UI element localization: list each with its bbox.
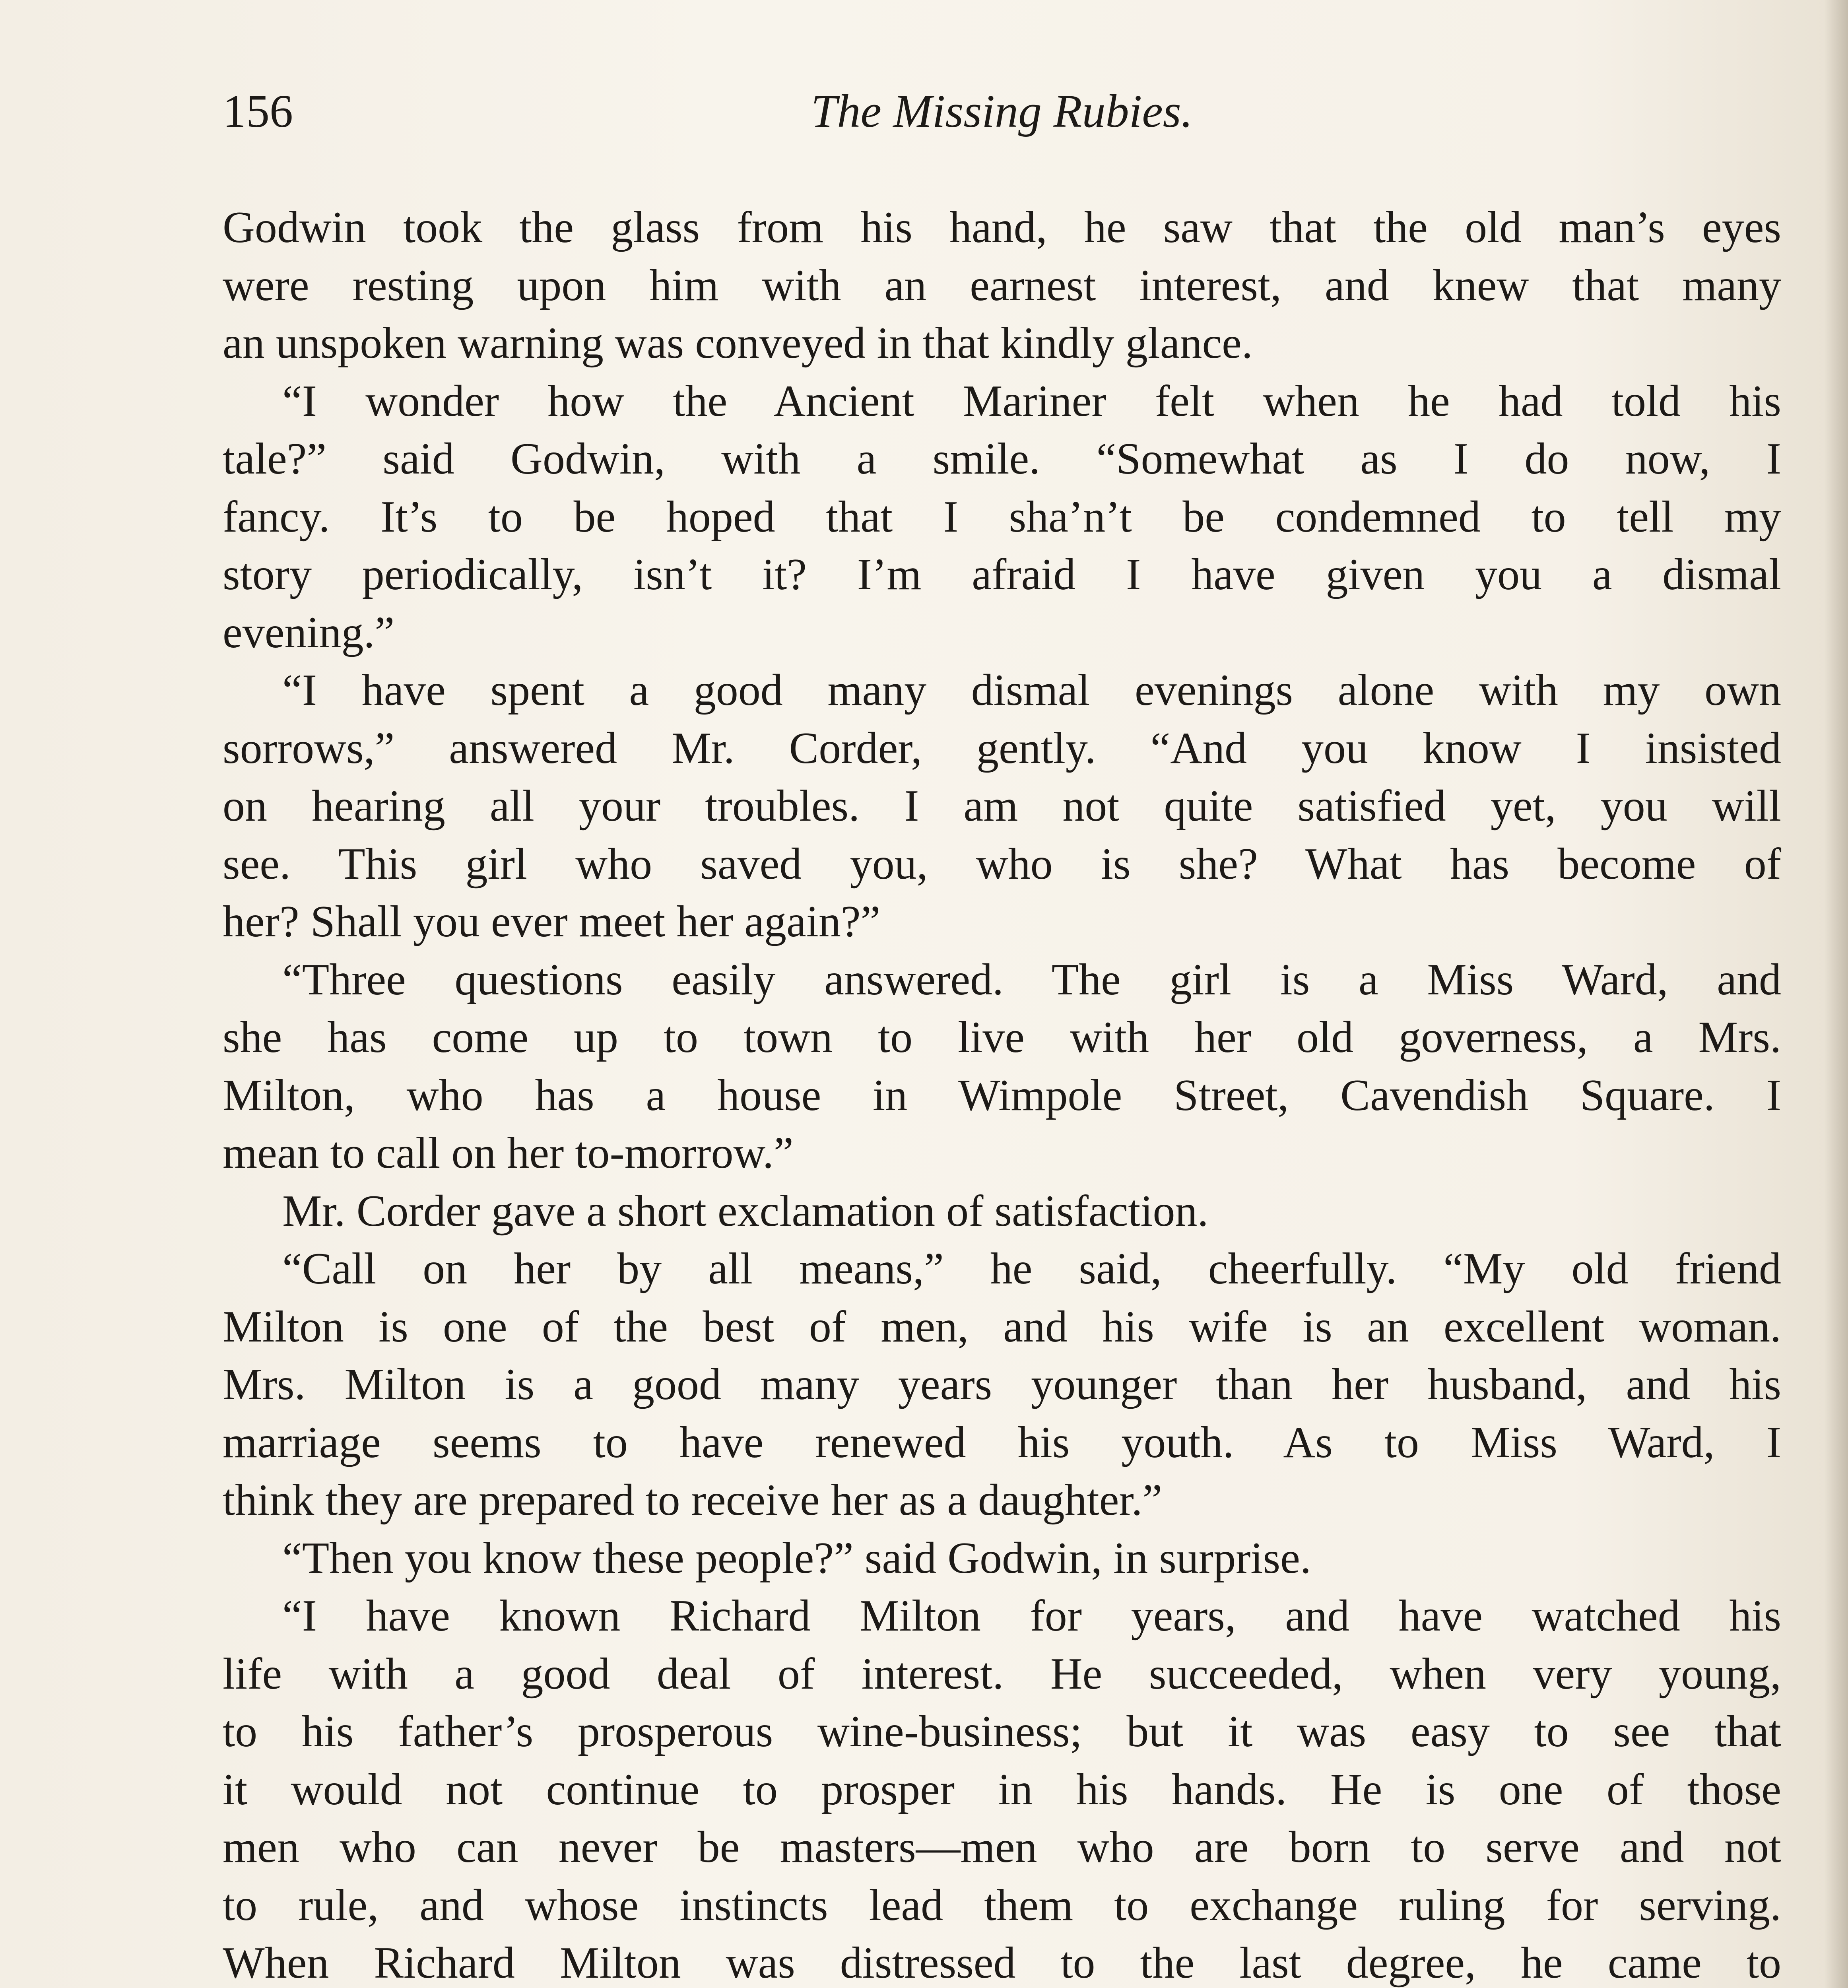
text-line: on hearing all your troubles. I am not quite satisfied yet, you will bbox=[223, 781, 1781, 831]
text-line: sorrows,” answered Mr. Corder, gently. “And you know I insisted bbox=[223, 723, 1781, 773]
text-line: her? Shall you ever meet her again?” bbox=[223, 897, 881, 946]
text-line: Mr. Corder gave a short exclamation of satisfaction. bbox=[282, 1186, 1209, 1236]
page-number: 156 bbox=[223, 85, 293, 137]
text-line: mean to call on her to-morrow.” bbox=[223, 1128, 794, 1178]
page-gutter-shadow bbox=[1824, 0, 1848, 1988]
text-line: it would not continue to prosper in his hands. He is one of those bbox=[223, 1765, 1781, 1814]
text-line: “Then you know these people?” said Godwin, in surprise. bbox=[282, 1533, 1311, 1583]
text-line: evening.” bbox=[223, 608, 395, 657]
text-line: were resting upon him with an earnest interest, and knew that many bbox=[223, 260, 1781, 310]
text-line: an unspoken warning was conveyed in that kindly glance. bbox=[223, 318, 1253, 368]
text-line: “Call on her by all means,” he said, cheerfully. “My old friend bbox=[282, 1244, 1781, 1293]
text-line: Godwin took the glass from his hand, he saw that the old man’s eyes bbox=[223, 203, 1781, 252]
text-line: life with a good deal of interest. He succeeded, when very young, bbox=[223, 1649, 1781, 1699]
text-line: “I have known Richard Milton for years, and have watched his bbox=[282, 1591, 1781, 1640]
text-line: Milton, who has a house in Wimpole Street, Cavendish Square. I bbox=[223, 1070, 1781, 1120]
text-line: she has come up to town to live with her old governess, a Mrs. bbox=[223, 1013, 1781, 1062]
text-line: men who can never be masters—men who are born to serve and not bbox=[223, 1823, 1781, 1872]
text-line: to rule, and whose instincts lead them to exchange ruling for serving. bbox=[223, 1880, 1781, 1930]
text-line: to his father’s prosperous wine-business; but it was easy to see that bbox=[223, 1707, 1781, 1756]
text-line: Milton is one of the best of men, and his wife is an excellent woman. bbox=[223, 1302, 1781, 1351]
text-line: “I wonder how the Ancient Mariner felt when he had told his bbox=[282, 376, 1781, 426]
text-line: marriage seems to have renewed his youth. As to Miss Ward, I bbox=[223, 1417, 1781, 1467]
text-line: “Three questions easily answered. The girl is a Miss Ward, and bbox=[282, 955, 1781, 1004]
text-line: fancy. It’s to be hoped that I sha’n’t be condemned to tell my bbox=[223, 492, 1781, 542]
text-line: see. This girl who saved you, who is she? What has become of bbox=[223, 839, 1781, 889]
text-line: think they are prepared to receive her as a daughter.” bbox=[223, 1475, 1163, 1525]
text-line: tale?” said Godwin, with a smile. “Somewhat as I do now, I bbox=[223, 434, 1781, 483]
text-line: Mrs. Milton is a good many years younger than her husband, and his bbox=[223, 1360, 1781, 1409]
text-line: story periodically, isn’t it? I’m afraid I have given you a dismal bbox=[223, 550, 1781, 599]
text-line: “I have spent a good many dismal evenings alone with my own bbox=[282, 666, 1781, 715]
running-title: The Missing Rubies. bbox=[811, 85, 1193, 137]
text-line: When Richard Milton was distressed to the last degree, he came to bbox=[223, 1938, 1781, 1988]
body-text bbox=[223, 199, 1781, 1988]
page-header bbox=[223, 82, 1781, 149]
